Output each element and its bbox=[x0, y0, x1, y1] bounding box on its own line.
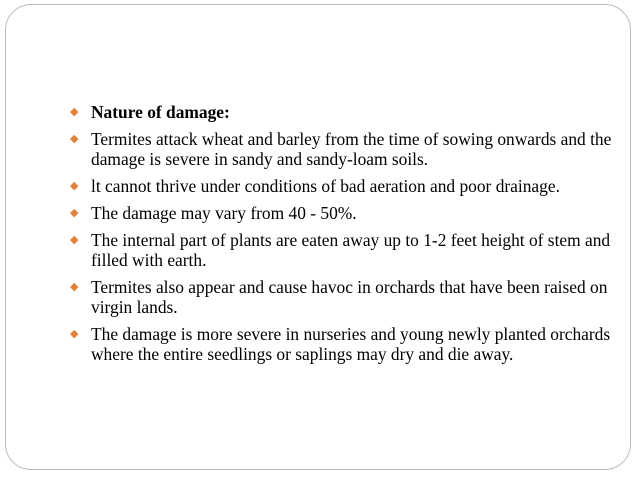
diamond-bullet-icon: ◆ bbox=[70, 234, 79, 246]
bullet-heading bbox=[69, 102, 617, 122]
bullet-list bbox=[69, 102, 617, 371]
diamond-bullet-icon: ◆ bbox=[70, 106, 79, 118]
bullet-item bbox=[69, 230, 617, 270]
bullet-text: Termites attack wheat and barley from the time of sowing onwards and the damage is severe in sandy and sandy-loam soils. bbox=[91, 129, 612, 169]
bullet-text: lt cannot thrive under conditions of bad aeration and poor drainage. bbox=[91, 176, 560, 196]
diamond-bullet-icon: ◆ bbox=[70, 328, 79, 340]
bullet-item bbox=[69, 324, 617, 364]
bullet-item bbox=[69, 277, 617, 317]
bullet-text: The damage is more severe in nurseries and young newly planted orchards where the entire seedlings or saplings may dry and die away. bbox=[91, 324, 611, 364]
bullet-text: Termites also appear and cause havoc in orchards that have been raised on virgin lands. bbox=[91, 277, 608, 317]
bullet-text: The damage may vary from 40 - 50%. bbox=[91, 203, 357, 223]
bullet-item bbox=[69, 129, 617, 169]
diamond-bullet-icon: ◆ bbox=[70, 133, 79, 145]
bullet-item bbox=[69, 176, 617, 196]
bullet-text: The internal part of plants are eaten away up to 1-2 feet height of stem and filled with earth. bbox=[91, 230, 611, 270]
diamond-bullet-icon: ◆ bbox=[70, 180, 79, 192]
bullet-item bbox=[69, 203, 617, 223]
section-heading: Nature of damage: bbox=[91, 102, 230, 122]
diamond-bullet-icon: ◆ bbox=[70, 207, 79, 219]
diamond-bullet-icon: ◆ bbox=[70, 281, 79, 293]
